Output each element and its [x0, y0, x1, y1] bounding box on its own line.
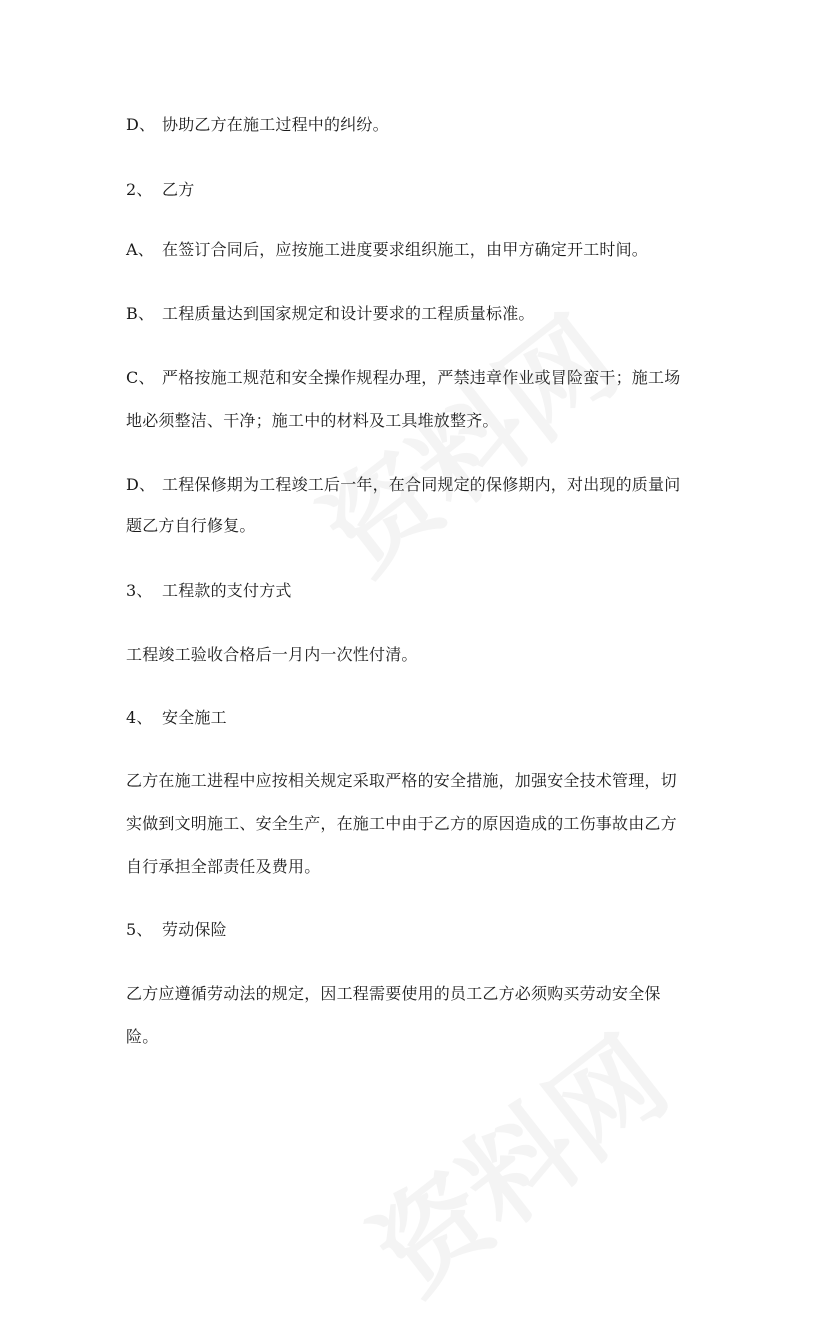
section-4-paragraph-line1: 乙方在施工进程中应按相关规定采取严格的安全措施，加强安全技术管理，切: [126, 771, 677, 790]
section-title: 安全施工: [162, 708, 227, 727]
section-3-paragraph: 工程竣工验收合格后一月内一次性付清。: [126, 645, 418, 664]
clause-d-party-b-line1: [126, 475, 680, 495]
clause-text: 工程质量达到国家规定和设计要求的工程质量标准。: [162, 304, 535, 323]
clause-label: D、: [126, 115, 156, 134]
section-number: 3、: [126, 581, 153, 600]
section-4-paragraph-line2: 实做到文明施工、安全生产，在施工中由于乙方的原因造成的工伤事故由乙方: [126, 814, 677, 833]
section-3-heading: [126, 581, 292, 601]
clause-b: [126, 304, 535, 324]
section-number: 5、: [126, 920, 153, 939]
clause-label: C、: [126, 368, 155, 387]
section-5-paragraph-line2: 险。: [126, 1027, 159, 1046]
clause-c-line1: [126, 368, 680, 388]
section-5-paragraph-line1: 乙方应遵循劳动法的规定，因工程需要使用的员工乙方必须购买劳动安全保: [126, 984, 661, 1003]
section-number: 2、: [126, 180, 153, 199]
clause-a: [126, 240, 648, 260]
section-5-heading: [126, 920, 227, 940]
clause-text: 在签订合同后，应按施工进度要求组织施工，由甲方确定开工时间。: [162, 240, 649, 259]
clause-text: 协助乙方在施工过程中的纠纷。: [162, 115, 389, 134]
clause-label: D、: [126, 475, 156, 494]
clause-text: 工程保修期为工程竣工后一年，在合同规定的保修期内，对出现的质量问: [162, 475, 681, 494]
clause-label: A、: [126, 240, 154, 259]
clause-d-party-a: [126, 115, 389, 135]
section-number: 4、: [126, 708, 153, 727]
section-title: 工程款的支付方式: [162, 581, 292, 600]
clause-text: 严格按施工规范和安全操作规程办理，严禁违章作业或冒险蛮干；施工场: [162, 368, 681, 387]
section-title: 乙方: [162, 180, 195, 199]
section-4-paragraph-line3: 自行承担全部责任及费用。: [126, 857, 321, 876]
clause-label: B、: [126, 304, 155, 323]
section-4-heading: [126, 708, 227, 728]
section-title: 劳动保险: [162, 920, 227, 939]
clause-c-line2: 地必须整洁、干净；施工中的材料及工具堆放整齐。: [126, 411, 499, 430]
section-2-heading: [126, 180, 194, 200]
clause-d-party-b-line2: 题乙方自行修复。: [126, 516, 256, 535]
